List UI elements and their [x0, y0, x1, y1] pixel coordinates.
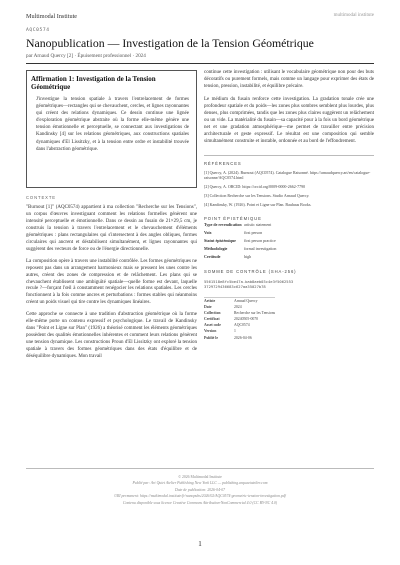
table-row [204, 335, 275, 341]
table-row [204, 297, 275, 304]
institute-name: Multimodal Institute [26, 13, 78, 20]
reference-item[interactable]: [1] Quercy, A. (2024). Burnout (AQC0574). Catalogue Raisonné. https://arnaudquercy.art/en/catalogue-raisonne/AQC0574.html [204, 169, 371, 180]
title-divider [26, 63, 374, 64]
table-row [204, 229, 276, 237]
references-label: RÉFÉRENCES [204, 155, 374, 166]
row-key: Artiste [204, 298, 216, 303]
table-row [204, 237, 276, 245]
institute-name-right: multimodal institute [333, 13, 374, 18]
reference-item: [4] Kandinsky, W. (1926). Point et Ligne sur Plan. Bauhaus Books. [204, 202, 312, 208]
context-label: CONTEXTE [26, 195, 57, 200]
publication-date: Date de publication: 2026-04-07 [174, 487, 226, 492]
row-key: Certitude [204, 254, 221, 260]
page-title: Nanopublication — Investigation de la Tension Géométrique [26, 36, 314, 50]
reference-item[interactable]: [2] Quercy, A. ORCID: https://orcid.org/0009-0000-2662-7790 [204, 183, 306, 189]
epistemic-table [204, 221, 276, 261]
left-column [26, 70, 197, 361]
right-column [204, 70, 374, 341]
claim-body: J'investigue la tension spatiale à travers l'entrelacement de formes géométriques—rectangles qui se chevauchent, cercles, et lignes rayonnantes qui créent des relations dynamiques. Ce dessin continue une lignée d'exploration géométrique abstraite où la forme elle-même génère une tension émotionnelle et perceptuelle, se connectant aux investigations de Kandinsky [4] sur les relations géométriques, aux constructions spatiales dynamiques d'El Lissitzky, et à la tension entre ordre et instabilité trouvée dans l'abstraction géométrique. [36, 97, 189, 152]
row-key: Voix [204, 230, 212, 236]
claim-box [26, 70, 197, 188]
row-key: Publié le [204, 335, 219, 340]
table-row [204, 245, 276, 253]
body-paragraph-1: continue cette investigation : utilisant le vocabulaire géométrique non pour des buts décoratifs ou purement formels, mais comme un langage pour exprimer des états de tension, pression, instabilité, et équilibre précaire. [204, 70, 374, 89]
row-value: 2026-04-06 [234, 335, 252, 340]
row-key: Type de revendication [204, 222, 242, 228]
row-value: 20240505-0070 [234, 317, 259, 322]
table-row [204, 253, 276, 261]
row-value: AQC0574 [234, 323, 250, 328]
publisher-line[interactable]: Publié par: Art Quiet Atelier Publishing New York LLC — publishing.arquaetatelier.com [132, 481, 268, 486]
metadata-table [204, 297, 275, 341]
byline: par Arnaud Quercy [2] · Épuisement professionnel · 2024 [26, 53, 146, 59]
claim-title: Affirmation 1: Investigation de la Tension Géométrique [31, 75, 156, 91]
row-value: first person practice [244, 238, 276, 244]
body-paragraph-2: Le médium du fusain renforce cette investigation. La gradation tonale crée une profondeur spatiale et du poids—les zones plus sombres semblent plus lourdes, plus denses, plus comprimées, tandis que les zones plus claires suggèrent un relâchement ou un vide. La matérialité du fusain—sa capacité pour à la fois un bord géométrique net et une gradation atmosphérique—me permet de travailler entre précision architecturale et geste expressif. Le résultat est une composition qui semble simultanément construite et instable, ordonnée et au bord de l'effondrement. [204, 96, 374, 144]
row-key: Collection [204, 310, 221, 315]
table-row [204, 310, 275, 316]
context-paragraph-3: Cette approche se connecte à une tradition d'abstraction géométrique où la forme elle-même porte un contenu expressif et psychologique. Le travail de Kandinsky dans "Point et Ligne sur Plan" (1926) a théorisé comment les éléments géométriques possèdent des qualités émotionnelles inhérentes et comment leurs relations génèrent une tension dynamique. Les constructions Proun d'El Lissitzky ont exploré la tension spatiale à travers des formes géométriques dans des états d'équilibre et de déséquilibre dynamiques. Mon travail [26, 312, 197, 360]
row-value: 1 [234, 329, 236, 334]
license-line: Contenu disponible sous licence Creative Commons Attribution-NonCommercial 4.0 (CC BY-NC 4.0) [122, 500, 278, 505]
context-paragraph-1: "Burnout [1]" (AQC0574) appartient à ma collection "Recherche sur les Tensions", un corpus d'œuvres investiguant comment les relations formelles génèrent une intensité perceptuelle et émotionnelle. Dans ce dessin au fusain de 21×29,5 cm, je construis la tension à travers l'entrelacement et le chevauchement d'éléments géométriques : plans rectangulaires qui s'intersectent à des angles obliques, formes circulaires qui ancrent et déstabilisent simultanément, et lignes rayonnantes qui suggèrent des vecteurs de force ou de l'énergie directionnelle. [26, 205, 197, 252]
checksum-value: 5561518e8fc5be47a-bab8aeb03c4e3f50625533729729436683c627aa35027b78 [204, 278, 294, 289]
checksum-label: SOMME DE CONTRÔLE (SHA-256) [204, 268, 297, 274]
row-value: high [244, 254, 252, 260]
row-value: artistic statement [244, 222, 272, 228]
row-value: formal investigation [244, 246, 277, 252]
row-key: Certificat [204, 317, 220, 322]
row-value: Recherche sur les Tensions [234, 310, 276, 315]
row-value: Arnaud Quercy [234, 298, 258, 303]
context-paragraph-2: La composition opère à travers une instabilité contrôlée. Les formes géométriques ne reposent pas dans un arrangement harmonieux mais se pressent les unes contre les autres, créent des zones de compression et de relâchement. Les plans qui se chevauchent établissent une ambiguïté spatiale—quelle forme est devant, laquelle recule ?—forçant l'œil à constamment renégocier les relations spatiales. Les cercles fonctionnent à la fois comme ancres et perturbations : formes stables qui néanmoins créent un poids visuel qui tire contre les dynamiques linéaires. [26, 258, 197, 306]
row-key: Statut épistémique [204, 238, 236, 244]
permanent-uri[interactable]: URI permanent: https://multimodal.institute/fr/nanopubs/2026/02/AQC0574-geometric-tension-investigation.pdf [114, 494, 286, 499]
row-key: Asset code [204, 323, 221, 328]
epistemic-label: POINT ÉPISTÉMIQUE [204, 215, 262, 221]
top-bar [26, 13, 374, 25]
page-footer [26, 468, 374, 506]
row-key: Date [204, 304, 212, 309]
page-number: 1 [198, 540, 202, 548]
asset-code: AQC0574 [26, 28, 50, 33]
row-value: first person [244, 230, 263, 236]
row-value: 2024 [234, 304, 242, 309]
copyright-line: © 2026 Multimodal Institute [178, 475, 222, 479]
table-row [204, 221, 276, 229]
row-key: Méthodologie [204, 246, 228, 252]
reference-item: [3] Collection Recherche sur les Tensions. Studio Arnaud Quercy. [204, 193, 310, 199]
row-key: Version [204, 329, 217, 334]
